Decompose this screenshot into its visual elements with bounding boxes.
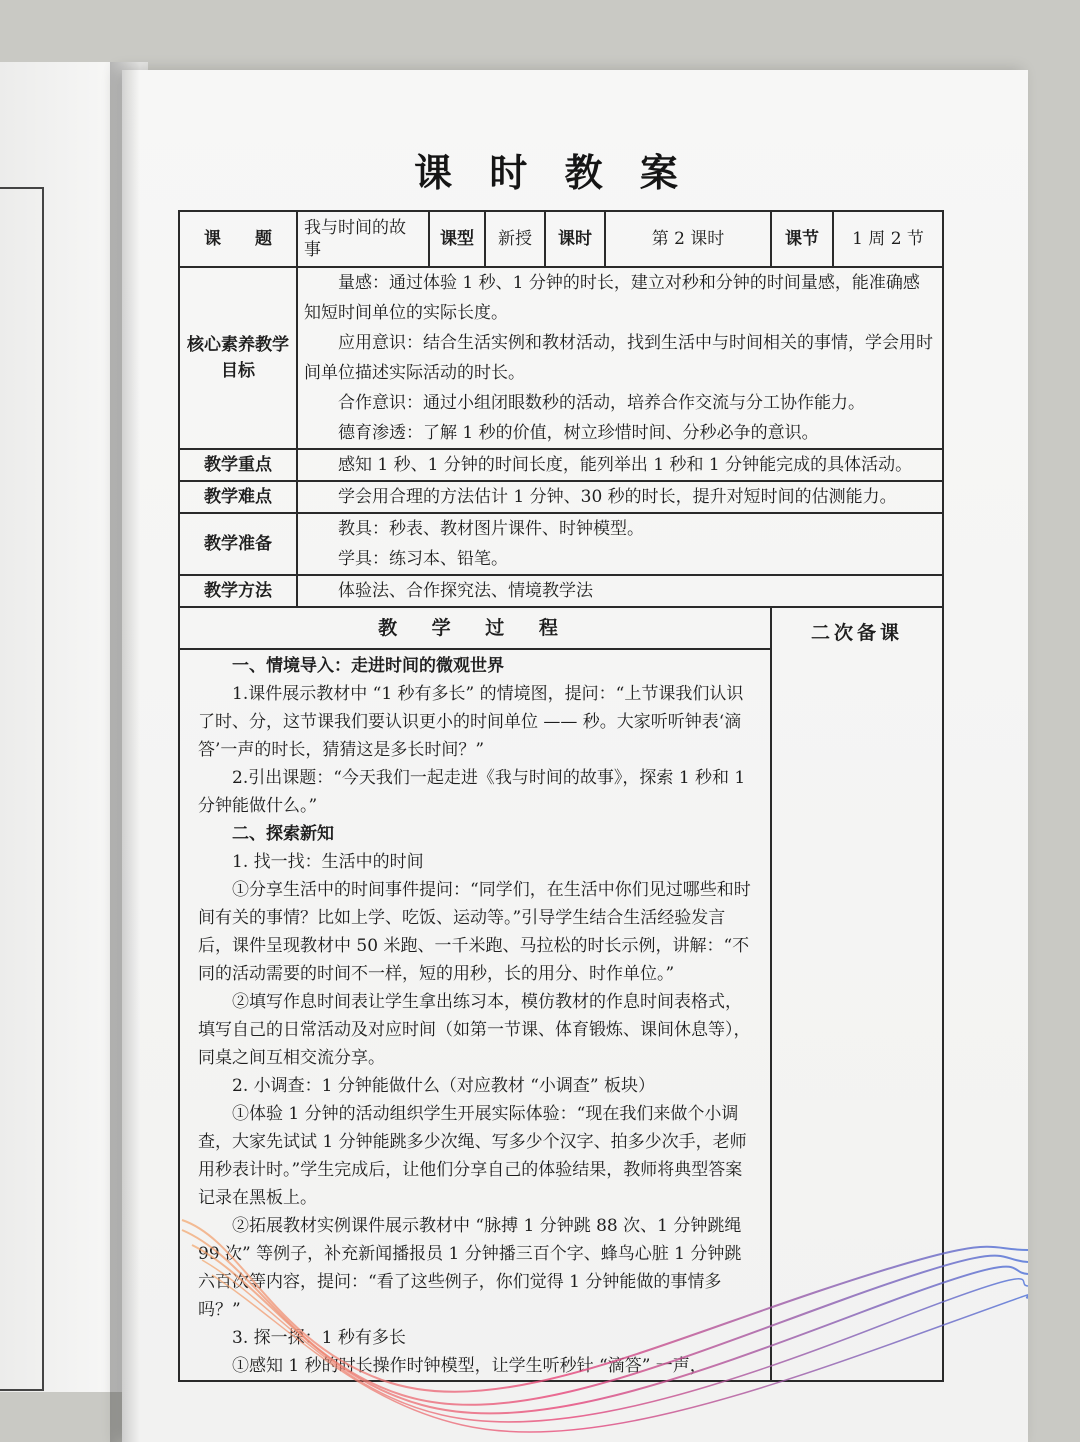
topic-label: 课 题 — [179, 211, 297, 267]
key-points-label: 教学重点 — [179, 449, 297, 481]
process-section-heading: 二、探索新知 — [232, 824, 334, 844]
difficult-points-text: 学会用合理的方法估计 1 分钟、30 秒的时长，提升对短时间的估测能力。 — [297, 481, 943, 513]
goals-label: 核心素养教学目标 — [179, 267, 297, 449]
process-paragraph: 3. 探一探：1 秒有多长 — [232, 1328, 406, 1348]
period-value: 第 2 课时 — [605, 211, 771, 267]
process-heading: 教 学 过 程 — [179, 607, 771, 649]
lesson-plan-sheet — [178, 210, 942, 1376]
preparation-line: 教具：秒表、教材图片课件、时钟模型。 — [338, 519, 644, 539]
process-paragraph: 1. 找一找：生活中的时间 — [232, 852, 424, 872]
goal-line: 德育渗透：了解 1 秒的价值，树立珍惜时间、分秒必争的意识。 — [338, 423, 819, 443]
topic-value: 我与时间的故事 — [297, 211, 429, 267]
process-paragraph: ①体验 1 分钟的活动组织学生开展实际体验：“现在我们来做个小调查，大家先试试 1 分钟能跳多少次绳、写多少个汉字、拍多少次手，老师用秒表计时。”学生完成后，让他们分享自己的体验结果，教师将典型答案记录在黑板上。 — [198, 1104, 747, 1208]
key-points-text: 感知 1 秒、1 分钟的时间长度，能列举出 1 秒和 1 分钟能完成的具体活动。 — [297, 449, 943, 481]
process-paragraph: 1.课件展示教材中 “1 秒有多长” 的情境图，提问：“上节课我们认识了时、分，这节课我们要认识更小的时间单位 —— 秒。大家听听钟表‘滴答’一声的时长，猜猜这是多长时间？” — [198, 684, 744, 760]
preparation-line: 学具：练习本、铅笔。 — [338, 549, 508, 569]
page-title: 课 时 教 案 — [414, 151, 690, 195]
process-paragraph: 2.引出课题：“今天我们一起走进《我与时间的故事》，探索 1 秒和 1 分钟能做什么。” — [198, 768, 746, 816]
preparation-label: 教学准备 — [179, 513, 297, 575]
lesson-plan-table — [178, 210, 944, 1382]
type-label: 课型 — [429, 211, 485, 267]
binding-gutter — [110, 62, 140, 1442]
goal-line: 合作意识：通过小组闭眼数秒的活动，培养合作交流与分工协作能力。 — [338, 393, 865, 413]
process-paragraph: ①感知 1 秒的时长操作时钟模型，让学生听秒针 “滴答” 一声， — [232, 1356, 707, 1376]
process-paragraph: ②填写作息时间表让学生拿出练习本，模仿教材的作息时间表格式，填写自己的日常活动及对应时间（如第一节课、体育锻炼、课间休息等），同桌之间互相交流分享。 — [198, 992, 751, 1068]
process-paragraph: ①分享生活中的时间事件提问：“同学们，在生活中你们见过哪些和时间有关的事情？比如上学、吃饭、运动等。”引导学生结合生活经验发言后，课件呈现教材中 50 米跑、一千米跑、马拉松的时长示例，讲解：“不同的活动需要的时间不一样，短的用秒，长的用分、时作单位。” — [198, 880, 751, 984]
goal-line: 应用意识：结合生活实例和教材活动，找到生活中与时间相关的事情，学会用时间单位描述实际活动的时长。 — [304, 333, 933, 383]
difficult-points-label: 教学难点 — [179, 481, 297, 513]
period-label: 课时 — [545, 211, 605, 267]
methods-text: 体验法、合作探究法、情境教学法 — [297, 575, 943, 607]
process-section-heading: 一、情境导入：走进时间的微观世界 — [232, 656, 504, 676]
process-paragraph: ②拓展教材实例课件展示教材中 “脉搏 1 分钟跳 88 次、1 分钟跳绳 99 次” 等例子，补充新闻播报员 1 分钟播三百个字、蜂鸟心脏 1 分钟跳六百次等内容，提问：“看了这些例子，你们觉得 1 分钟能做的事情多吗？” — [198, 1216, 742, 1320]
process-paragraphs — [198, 652, 756, 1380]
revision-heading: 二次备课 — [810, 622, 903, 644]
process-body — [179, 649, 771, 1381]
section-value: 1 周 2 节 — [833, 211, 943, 267]
type-value: 新授 — [485, 211, 545, 267]
goal-line: 量感：通过体验 1 秒、1 分钟的时长，建立对秒和分钟的时间量感，能准确感知短时间单位的实际长度。 — [304, 273, 920, 323]
goals-content — [297, 267, 943, 449]
revision-column — [771, 607, 943, 1381]
methods-label: 教学方法 — [179, 575, 297, 607]
process-paragraph: 2. 小调查：1 分钟能做什么（对应教材 “小调查” 板块） — [232, 1076, 656, 1096]
left-page-border — [0, 187, 44, 1391]
section-label: 课节 — [771, 211, 833, 267]
preparation-content — [297, 513, 943, 575]
